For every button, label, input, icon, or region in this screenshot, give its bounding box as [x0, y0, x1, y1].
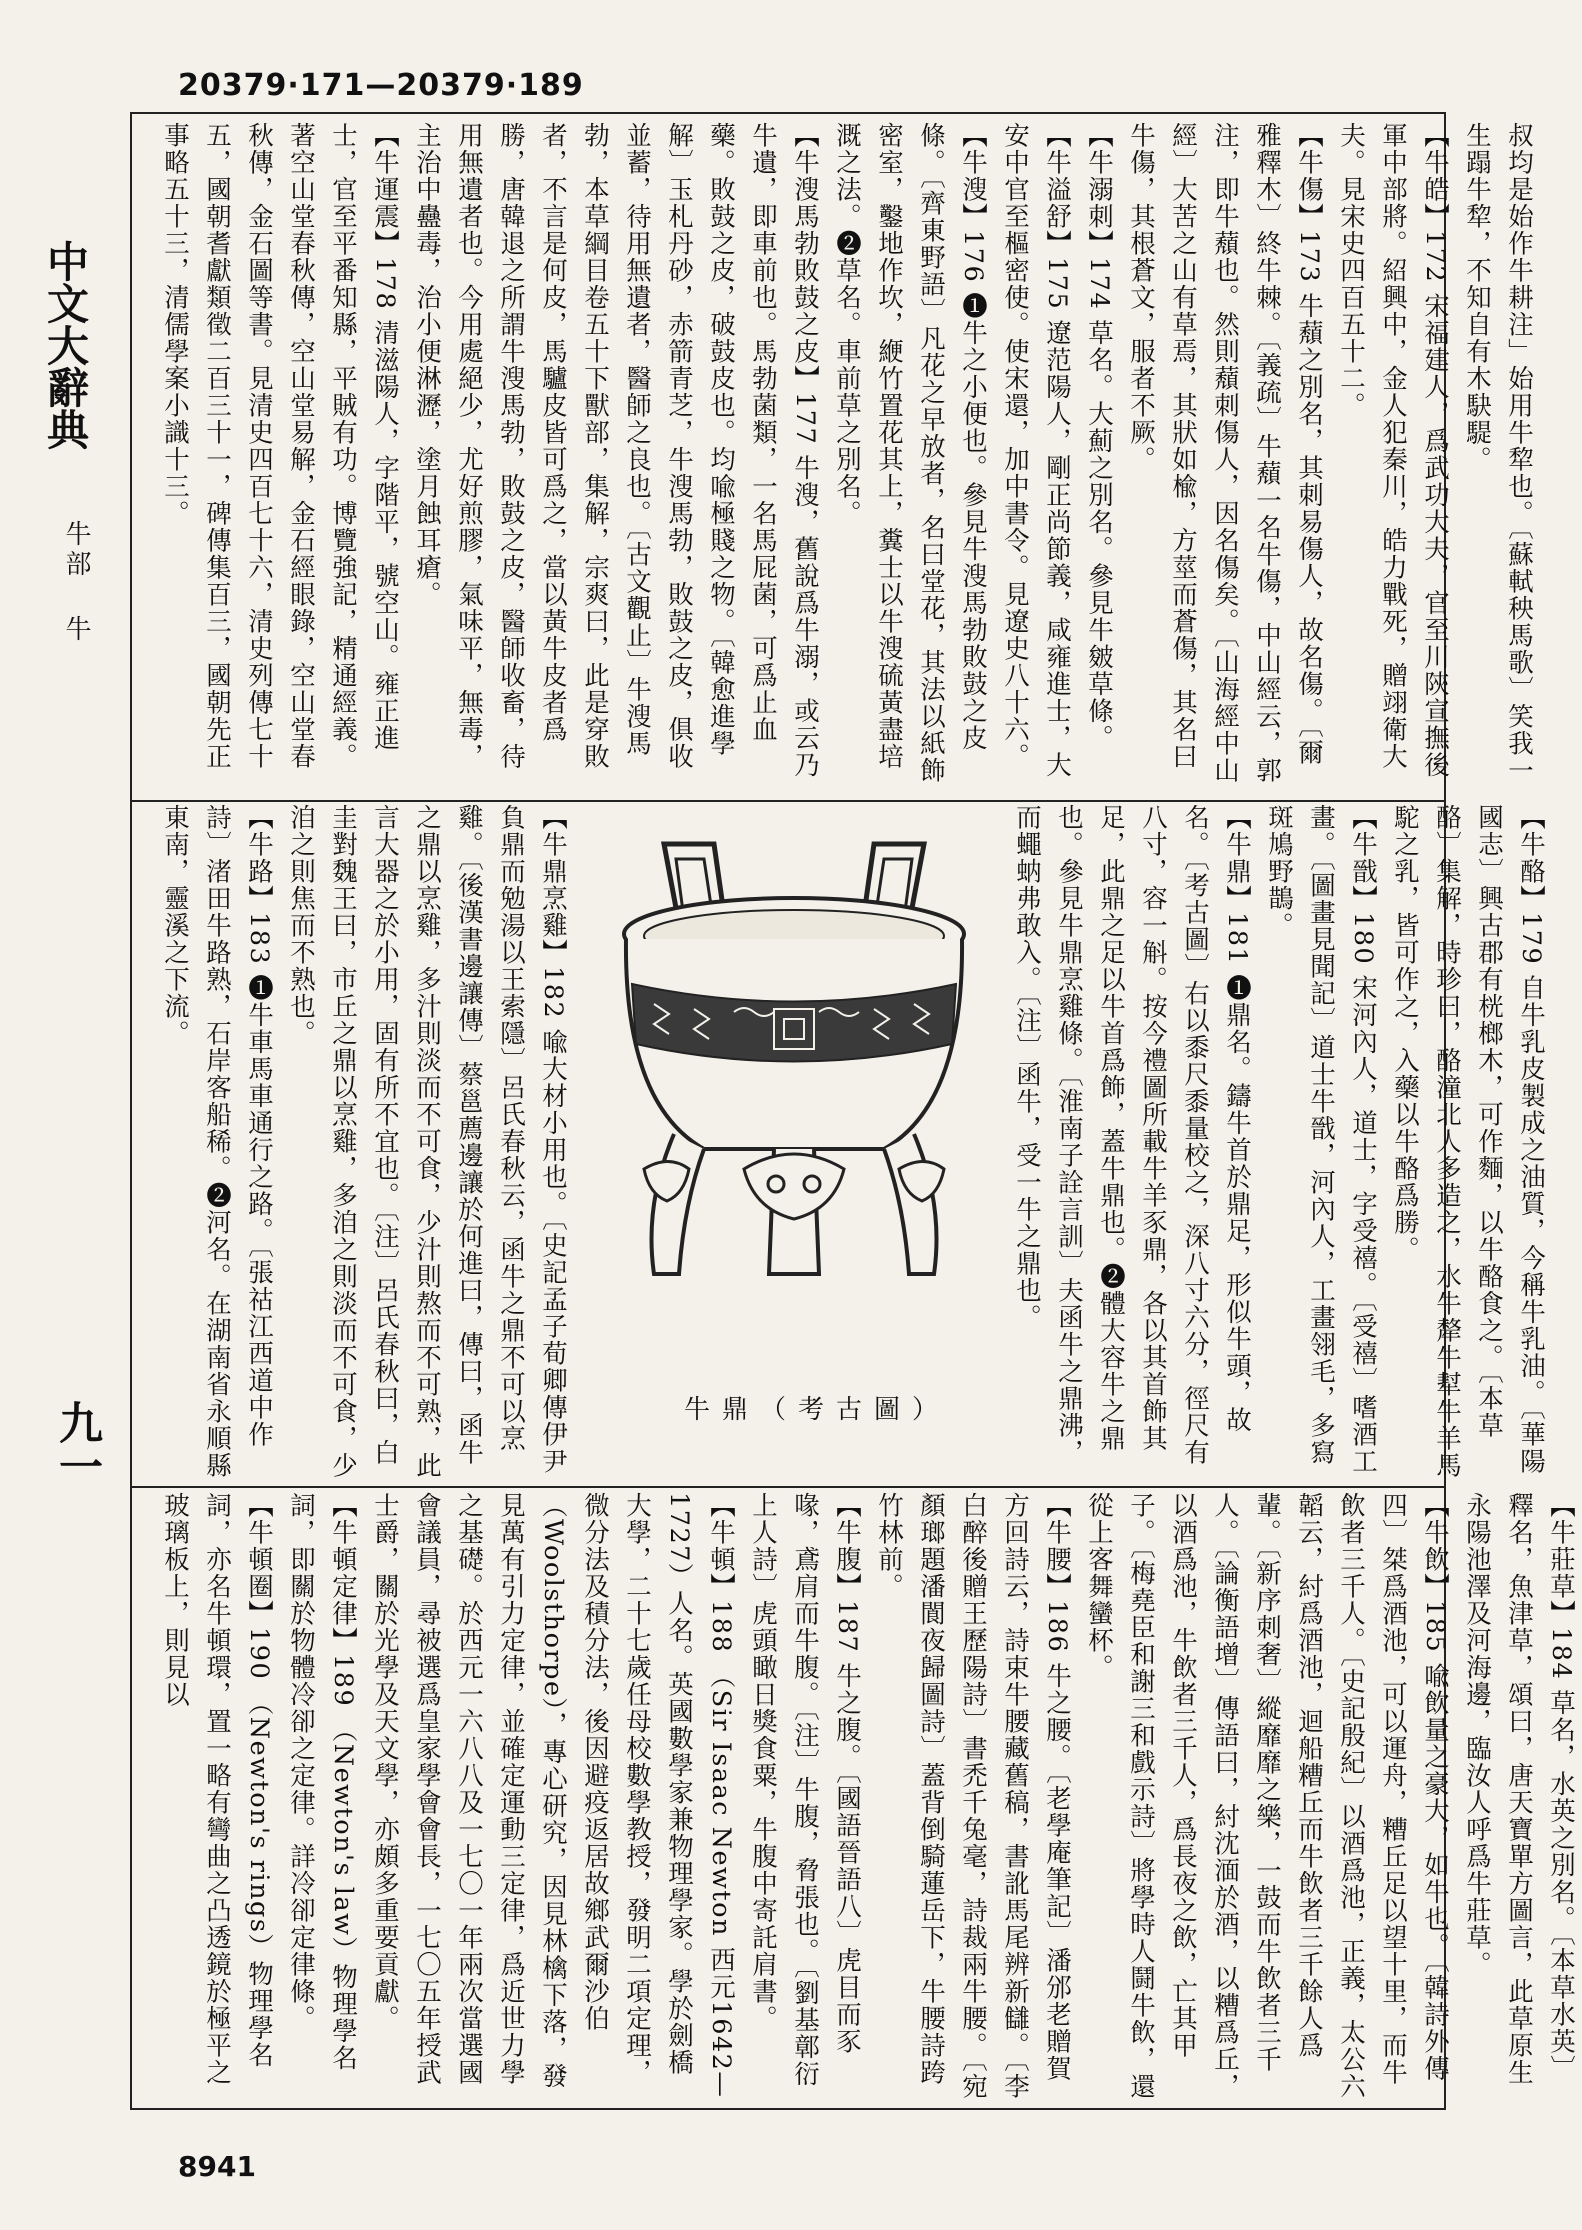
- entry: 【牛鼎】181 ❶鼎名。鑄牛首於鼎足，形似牛頭，故名。〔考古圖〕右以黍尺黍量校之，深八寸六分，徑尺有八寸，容一斛。按今禮圖所載牛羊豕鼎，各以其首飾其足，此鼎之足以牛首爲飾，蓋牛鼎也。❷體大容牛之鼎也。參見牛鼎烹雞條。〔淮南子詮言訓〕夫函牛之鼎沸，而蠅蚋弗敢入。〔注〕函牛，受一牛之鼎也。: [1012, 804, 1252, 1467]
- band2-right-text: [1006, 804, 1546, 1479]
- entry: 【牛飲】185 喩飲量之豪大，如牛也。〔韓詩外傳四〕桀爲酒池，可以運舟，糟丘足以望十里，而牛飲者三千人。〔史記殷紀〕以酒爲池，正義，太公六韜云，紂爲酒池，迴船糟丘而牛飲者三千餘人爲輩。〔新序刺奢〕縱靡靡之樂，一鼓而牛飲者三千人。〔論衡語增〕傳語曰，紂沈湎於酒，以糟爲丘，以酒爲池，牛飲者三千人，爲長夜之飲，亡其甲子。〔梅堯臣和謝三和戲示詩〕將學時人鬪牛飲，還從上客舞蠻杯。: [1084, 1492, 1450, 2101]
- band2-left-columns: [154, 804, 574, 1479]
- figure-caption: 牛鼎（考古圖）: [684, 1395, 951, 1425]
- entry: 【牛頓圈】190 （Newton's rings）物理學名詞，亦名牛頓環，置一略有彎曲之凸透鏡於極平之玻璃板上，則見以: [160, 1492, 274, 2086]
- ox-tripod-figure: [584, 804, 1004, 1464]
- entry: 【牛腹】187 牛之腹。〔國語晉語八〕虎目而豕喙，鳶肩而牛腹。〔注〕牛腹，脅張也。〔劉基鄣衍上人詩〕虎頭瞰日獎食粟，牛腹中寄託肩書。: [748, 1492, 862, 2088]
- entry: 【牛頓定律】189 （Newton's law）物理學名詞，即關於物體冷卻之定律。詳冷卻定律條。: [286, 1492, 358, 2072]
- entry: 【牛皓】172 宋福建人，爲武功大夫，官至川陝宣撫後軍中部將。紹興中，金人犯秦川，皓力戰死，贈翊衛大夫。見宋史四百五十二。: [1336, 122, 1450, 779]
- entry: 【牛酪】179 自牛乳皮製成之油質，今稱牛乳油。〔華陽國志〕興古郡有桄榔木，可作麵，以牛酪食之。〔本草酪〕集解，時珍曰，酪潼北人多造之，水牛犛牛犎牛羊馬駝之乳，皆可作之，入藥以牛酪爲勝。: [1390, 804, 1546, 1479]
- page-frame: [130, 112, 1576, 2110]
- entry: 【牛戩】180 宋河內人，道士，字受禧。〔受禧〕嗜酒工畫。〔圖畫見聞記〕道士牛戩，河內人，工畫翎毛，多寫斑鳩野鵲。: [1264, 804, 1378, 1476]
- entry: 叔均是始作牛耕注」始用牛犂也。〔蘇軾秧馬歌〕笑我一生蹋牛犂，不知自有木駃騠。: [1462, 122, 1534, 785]
- entry: 【牛莊草】184 草名，水英之別名。〔本草水英〕釋名，魚津草，頌曰，唐天寶單方圖言，此草原生永陽池澤及河海邊，臨汝人呼爲牛莊草。: [1462, 1492, 1576, 2086]
- band-divider-bottom: [132, 1486, 1444, 1488]
- band3-columns: [154, 1492, 1582, 2102]
- radical-label: 牛部: [61, 520, 91, 580]
- entry: 【牛頓】188 （Sir Isaac Newton 西元1642—1727）人名。英國數學家兼物理學家。學於劍橋大學，二十七歲任母校數學教授，發明二項定理，微分法及積分法，後因避疫返居故鄉武爾沙伯（Woolsthorpe），專心研究，因見林檎下落，發見萬有引力定律，並確定運動三定律，爲近世力學之基礎。於西元一六八八及一七〇一年兩次當選國會議員，尋被選爲皇家學會會長，一七〇五年授武士爵，關於光學及天文學，亦頗多重要貢獻。: [370, 1492, 736, 2099]
- entry: 【牛溺刺】174 草名。大薊之別名。參見牛皴草條。: [1084, 122, 1114, 752]
- entry: 【牛鼎烹雞】182 喩大材小用也。〔史記孟子荀卿傳伊尹負鼎而勉湯以王索隱〕呂氏春秋云，函牛之鼎不可以烹雞。〔後漢書邊讓傳〕蔡邕薦邊讓於何進曰，傳曰，函牛之鼎以烹雞，多汁則淡而不可食，少汁則熬而不可熟，此言大器之於小用，固有所不宜也。〔注〕呂氏春秋曰，白圭對魏王曰，市丘之鼎以烹雞，多洎之則淡而不可食，少洎之則焦而不熟也。: [286, 804, 568, 1479]
- head-character: 牛: [61, 615, 91, 641]
- entry: 【牛溢舒】175 遼范陽人，剛正尚節義，咸雍進士，大安中官至樞密使。使宋還，加中書令。見遼史八十六。: [1000, 122, 1072, 779]
- dictionary-title: 中文大辭典: [41, 240, 90, 450]
- page-number: 8941: [178, 2150, 256, 2183]
- entry: 【牛腰】186 牛之腰。〔老學庵筆記〕潘邠老贈賀方回詩云，詩束牛腰藏舊稿，書訛馬尾辨新讎。〔李白醉後贈王歷陽詩〕書禿千兔毫，詩裁兩牛腰。〔宛顏瑯題潘閬夜歸圖詩〕蓋背倒騎蓮岳下，牛腰詩跨竹林前。: [874, 1492, 1072, 2101]
- entry: 【牛運震】178 清滋陽人，字階平，號空山。雍正進士，官至平番知縣，平賊有功。博覽強記，精通經義。著空山堂春秋傳，空山堂易解，金石經眼錄，空山堂春秋傳，金石圖等書。見清史四百七十六，清史列傳七十五，國朝耆獻類徵二百三十一，碑傳集百三，國朝先正事略五十三，清儒學案小識十三。: [160, 122, 400, 770]
- entry: 【牛溲】176 ❶牛之小便也。參見牛溲馬勃敗鼓之皮條。〔齊東野語〕凡花之早放者，名曰堂花，其法以紙飾密室，鑿地作坎，緶竹置花其上，糞士以牛溲硫黃盡培溉之法。❷草名。車前草之別名。: [832, 122, 988, 785]
- band-divider-top: [132, 800, 1444, 802]
- chinese-page-number: 九一: [51, 1400, 102, 1488]
- entry: 【牛傷】173 牛蘈之別名，其刺易傷人，故名傷。〔爾雅釋木〕終牛棘。〔義疏〕牛蘈一名牛傷，中山經云，郭注，即牛蘈也。然則蘈刺傷人，因名傷矣。〔山海經中山經〕大苦之山有草焉，其狀如楡，方莖而蒼傷，其名曰牛傷，其根蒼文，服者不厥。: [1126, 122, 1324, 785]
- entry: 【牛路】183 ❶牛車馬車通行之路。〔張祜江西道中作詩〕渚田牛路熟，石岸客船稀。❷河名。在湖南省永順縣東南，靈溪之下流。: [160, 804, 274, 1479]
- band1-columns: [154, 122, 1540, 792]
- entry: 【牛溲馬勃敗鼓之皮】177 牛溲，舊說爲牛溺，或云乃牛遺，即車前也。馬勃菌類，一名馬屁菌，可爲止血藥。敗鼓之皮，破鼓皮也。均喩極賤之物。〔韓愈進學解〕玉札丹砂，赤箭青芝，牛溲馬勃，敗鼓之皮，俱收並蓄，待用無遺者，醫師之良也。〔古文觀止〕牛溲馬勃，本草綱目卷五十下獸部，集解，宗爽曰，此是穿敗者，不言是何皮，馬驢皮皆可爲之，當以黃牛皮者爲勝，唐韓退之所謂牛溲馬勃，敗鼓之皮，醫師收畜，待用無遺者也。今用處絕少，尤好煎膠，氣味平，無毒，主治中蠱毒，治小便淋瀝，塗月蝕耳瘡。: [412, 122, 820, 779]
- text-band-1: [154, 122, 1534, 792]
- header-code: 20379·171—20379·189: [178, 68, 584, 103]
- ox-tripod-illustration: [584, 804, 1004, 1364]
- text-band-2: [154, 804, 1546, 1479]
- text-band-3: [154, 1492, 1576, 2102]
- band2-left-text: [154, 804, 574, 1479]
- band2-right-columns: [1006, 804, 1552, 1479]
